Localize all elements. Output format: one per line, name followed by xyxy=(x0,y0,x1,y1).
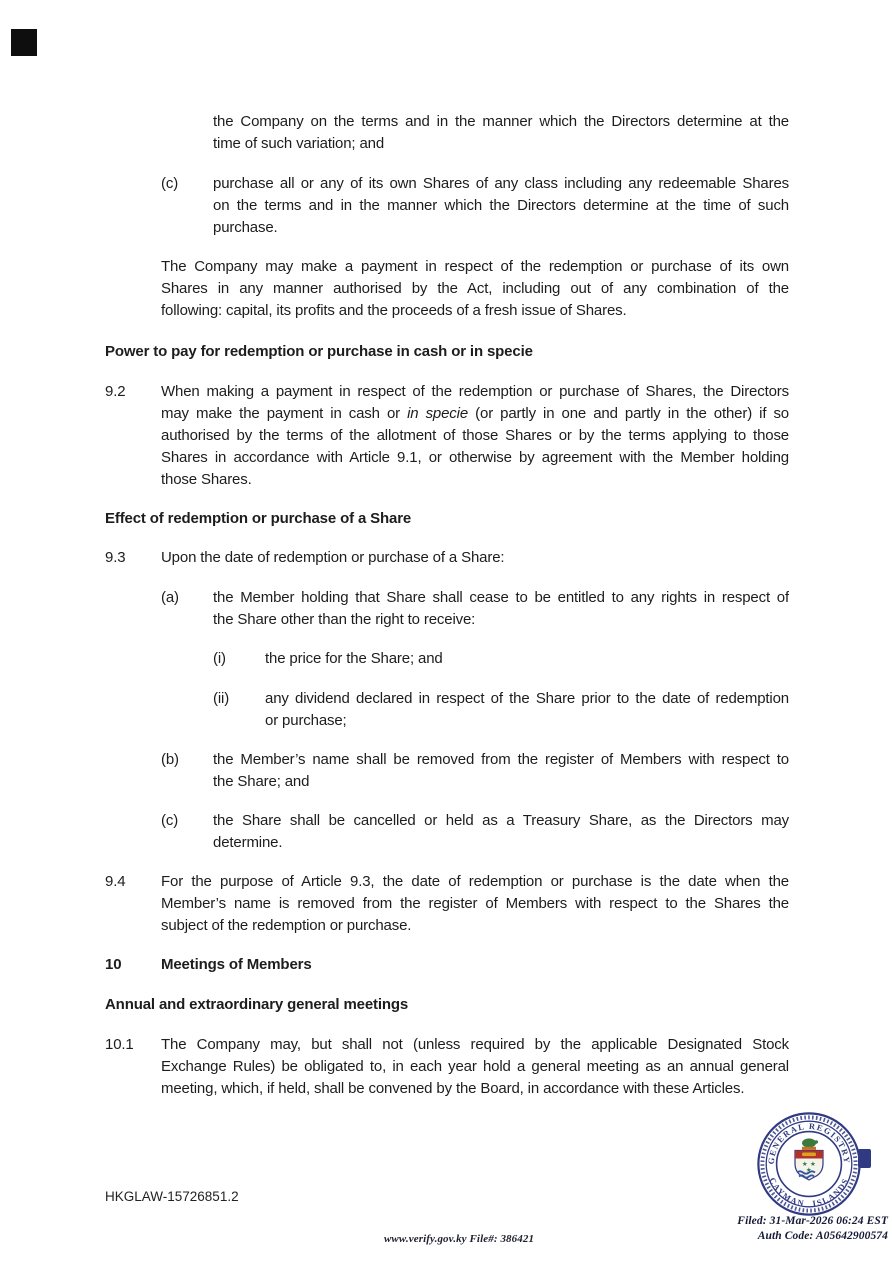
heading-text: Annual and extraordinary general meetings xyxy=(105,996,409,1013)
clause-text xyxy=(161,381,789,491)
list-item-label: (ii) xyxy=(213,690,230,707)
list-item-i xyxy=(105,648,789,670)
list-item-label: (b) xyxy=(161,751,179,768)
heading-effect xyxy=(105,508,789,530)
text-line: The Company may, but shall not (unless required by the applicable Designated Stock xyxy=(161,1036,789,1053)
section-title: Meetings of Members xyxy=(161,956,312,973)
seal-side-tab xyxy=(858,1149,871,1168)
text-line: the Share other than the right to receive: xyxy=(213,611,476,628)
seal-top-text: GENERAL REGISTRY xyxy=(766,1121,852,1165)
list-item-label: (a) xyxy=(161,589,179,606)
shield-star: ★ xyxy=(810,1160,816,1168)
italic-run: in specie xyxy=(407,405,469,422)
clause-number: 10.1 xyxy=(105,1036,134,1053)
text-run: (or partly in one and partly in the other) if so xyxy=(468,405,789,422)
text-line: the Share; and xyxy=(213,773,310,790)
scan-corner-mark xyxy=(11,29,37,56)
clause-9-4 xyxy=(105,871,789,937)
filed-date-line: Filed: 31-Mar-2026 06:24 EST xyxy=(737,1215,888,1227)
clause-9-3 xyxy=(105,547,789,569)
text-line: or purchase; xyxy=(265,712,347,729)
heading-text: Effect of redemption or purchase of a Share xyxy=(105,510,412,527)
clause-10-1 xyxy=(105,1034,789,1100)
paragraph-variation-continuation xyxy=(105,111,789,155)
text-line: following: capital, its profits and the proceeds of a fresh issue of Shares. xyxy=(161,302,627,319)
list-item-ii xyxy=(105,688,789,732)
filing-stamp-block xyxy=(668,1214,888,1244)
text-line: purchase all or any of its own Shares of any class including any redeemable Shares xyxy=(213,175,789,192)
text-line: When making a payment in respect of the redemption or purchase of Shares, the Directors xyxy=(161,383,789,400)
svg-text:CAYMAN ISLANDS xyxy=(767,1176,850,1208)
text-line: the Share shall be cancelled or held as a Treasury Share, as the Directors may xyxy=(213,812,789,829)
clause-text xyxy=(161,1034,789,1100)
general-registry-seal xyxy=(756,1111,862,1217)
text-line: Member’s name is removed from the register of Members with respect to the Shares the xyxy=(161,895,789,912)
list-item-b xyxy=(105,749,789,793)
list-item-label: (i) xyxy=(213,650,226,667)
text-line: Upon the date of redemption or purchase of a Share: xyxy=(161,549,505,566)
heading-annual-meetings xyxy=(105,994,789,1016)
list-item-text xyxy=(213,749,789,793)
text-line: subject of the redemption or purchase. xyxy=(161,917,412,934)
text-line: Shares in accordance with Article 9.1, or otherwise by agreement with the Member holding xyxy=(161,449,789,466)
text-line: on the terms and in the manner which the Directors determine at the time of such xyxy=(213,197,789,214)
section-number: 10 xyxy=(105,956,122,973)
section-heading-meetings xyxy=(105,954,789,976)
shield-star: ★ xyxy=(801,1160,808,1168)
text-line: For the purpose of Article 9.3, the date of redemption or purchase is the date when the xyxy=(161,873,789,890)
text-line: Exchange Rules) be obligated to, in each year hold a general meeting as an annual general xyxy=(161,1058,789,1075)
paragraph-payment xyxy=(105,256,789,322)
list-item-label: (c) xyxy=(161,175,179,192)
list-item-c-purchase xyxy=(105,173,789,239)
text-line: The Company may make a payment in respect of the redemption or purchase of its own xyxy=(161,258,789,275)
text-line: determine. xyxy=(213,834,283,851)
shield-star: ★ xyxy=(805,1167,812,1174)
clause-number: 9.4 xyxy=(105,873,126,890)
text-line: time of such variation; and xyxy=(213,135,385,152)
clause-number: 9.2 xyxy=(105,383,126,400)
list-item-text xyxy=(213,810,789,854)
verify-url-line: www.verify.gov.ky File#: 386421 xyxy=(384,1233,535,1245)
text-line: authorised by the terms of the allotment of those Shares or by the terms applying to those xyxy=(161,427,789,444)
list-item-text xyxy=(213,587,789,631)
list-item-a xyxy=(105,587,789,631)
coat-of-arms xyxy=(795,1138,823,1180)
text-line: those Shares. xyxy=(161,471,252,488)
text-line: Shares in any manner authorised by the Act, including out of any combination of the xyxy=(161,280,789,297)
paragraph-text xyxy=(161,256,789,322)
list-item-c-cancel xyxy=(105,810,789,854)
list-item-text xyxy=(265,688,789,732)
clause-number: 9.3 xyxy=(105,549,126,566)
text-line: the Member holding that Share shall cease to be entitled to any rights in respect of xyxy=(213,589,789,606)
text-line: any dividend declared in respect of the Share prior to the date of redemption xyxy=(265,690,789,707)
clause-text xyxy=(161,547,789,569)
text-line: the Company on the terms and in the manner which the Directors determine at the xyxy=(213,113,789,130)
text-line: the Member’s name shall be removed from the register of Members with respect to xyxy=(213,751,789,768)
text-run: may make the payment in cash or xyxy=(161,405,408,422)
list-item-text xyxy=(265,648,789,670)
text-line xyxy=(161,403,789,425)
list-item-label: (c) xyxy=(161,812,179,829)
text-line: the price for the Share; and xyxy=(265,650,443,667)
registry-seal-graphic xyxy=(756,1111,862,1217)
list-item-text xyxy=(213,173,789,239)
document-reference: HKGLAW-15726851.2 xyxy=(105,1189,239,1204)
clause-text xyxy=(161,871,789,937)
clause-9-2 xyxy=(105,381,789,491)
seal-bottom-text: CAYMAN ISLANDS xyxy=(767,1176,851,1209)
text-line: purchase. xyxy=(213,219,278,236)
heading-power-to-pay xyxy=(105,341,789,363)
text-line: meeting, which, if held, shall be convened by the Board, in accordance with these Articles. xyxy=(161,1080,745,1097)
paragraph-text xyxy=(213,111,789,155)
heading-text: Power to pay for redemption or purchase in cash or in specie xyxy=(105,343,533,360)
auth-code-line: Auth Code: A05642900574 xyxy=(757,1230,888,1242)
